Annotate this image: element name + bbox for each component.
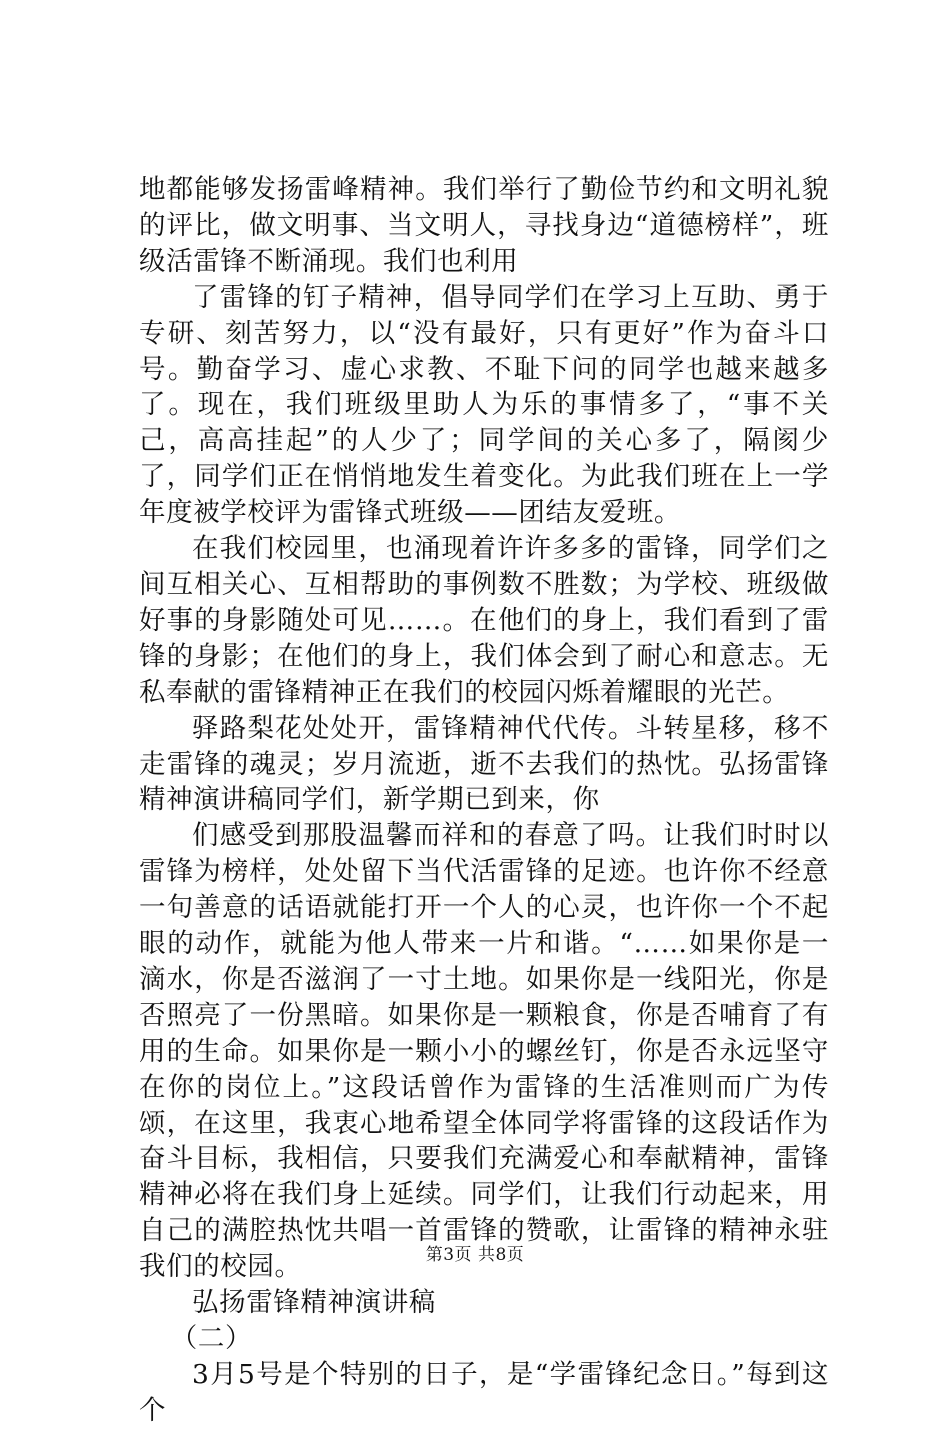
section-heading: 弘扬雷锋精神演讲稿: [192, 1287, 436, 1319]
paragraph-4: 驿路梨花处处开，雷锋精神代代传。斗转星移，移不走雷锋的魂灵；岁月流逝，逝不去我们的热忱。弘扬雷锋精神演讲稿同学们，新学期已到来，你: [139, 712, 829, 816]
paragraph-5: 们感受到那股温馨而祥和的春意了吗。让我们时时以雷锋为榜样，处处留下当代活雷锋的足迹。也许你不经意一句善意的话语就能打开一个人的心灵，也许你一个不起眼的动作，就能为他人带来一片和谐。“……如果你是一滴水，你是否滋润了一寸土地。如果你是一线阳光，你是否照亮了一份黑暗。如果你是一颗粮食，你是否哺育了有用的生命。如果你是一颗小小的螺丝钉，你是否永远坚守在你的岗位上。”这段话曾作为雷锋的生活准则而广为传颂，在这里，我衷心地希望全体同学将雷锋的这段话作为奋斗目标，我相信，只要我们充满爱心和奉献精神，雷锋精神必将在我们身上延续。同学们，让我们行动起来，用自己的满腔热忱共唱一首雷锋的赞歌，让雷锋的精神永驻我们的校园。: [139, 820, 829, 1283]
section-number: （二）: [170, 1323, 253, 1354]
paragraph-3: 在我们校园里，也涌现着许许多多的雷锋，同学们之间互相关心、互相帮助的事例数不胜数；为学校、班级做好事的身影随处可见……。在他们的身上，我们看到了雷锋的身影；在他们的身上，我们体会到了耐心和意志。无私奉献的雷锋精神正在我们的校园闪烁着耀眼的光芒。: [139, 533, 829, 708]
document-body: [139, 172, 829, 1429]
paragraph-6: 3月5号是个特别的日子，是“学雷锋纪念日。”每到这个: [139, 1358, 829, 1426]
paragraph-2: 了雷锋的钉子精神，倡导同学们在学习上互助、勇于专研、刻苦努力，以“没有最好，只有更好”作为奋斗口号。勤奋学习、虚心求教、不耻下问的同学也越来越多了。现在，我们班级里助人为乐的事情多了，“事不关己，高高挂起”的人少了；同学间的关心多了，隔阂少了，同学们正在悄悄地发生着变化。为此我们班在上一学年度被学校评为雷锋式班级——团结友爱班。: [139, 281, 829, 529]
page-footer: 第3页 共8页: [425, 1245, 525, 1265]
paragraph-1: 地都能够发扬雷峰精神。我们举行了勤俭节约和文明礼貌的评比，做文明事、当文明人，寻找身边“道德榜样”，班级活雷锋不断涌现。我们也利用: [139, 174, 829, 277]
